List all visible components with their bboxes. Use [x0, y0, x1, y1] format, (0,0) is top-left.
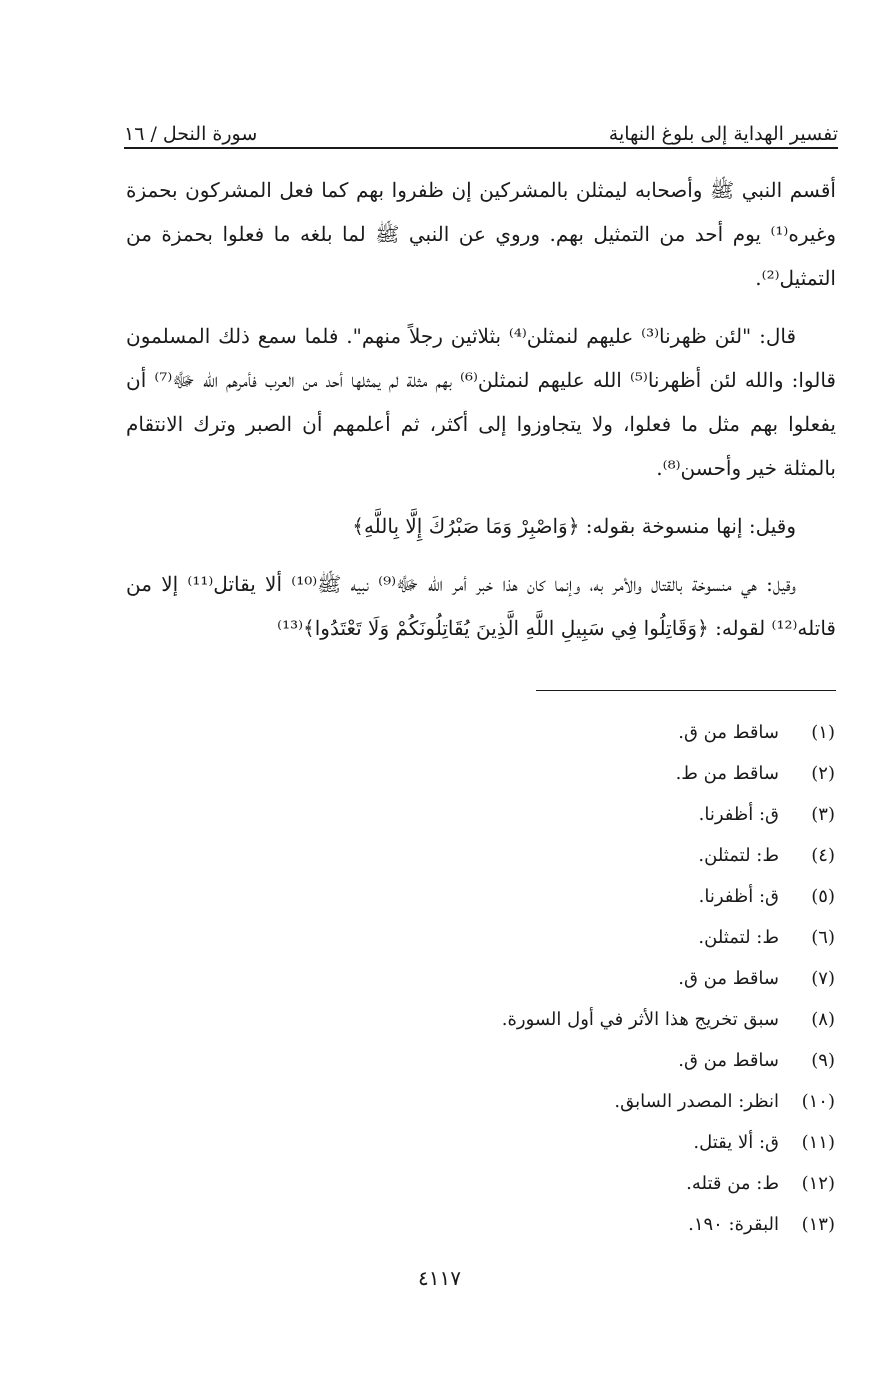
footnote [135, 712, 835, 753]
footnote [135, 876, 835, 917]
footnote-text: سبق تخريج هذا الأثر في أول السورة. [501, 1009, 779, 1030]
footnote-text: ق: أظفرنا. [698, 886, 779, 907]
footnote-number: (٥) [811, 886, 835, 907]
footnote [135, 1163, 835, 1204]
footnote-number: (١٠) [801, 1091, 835, 1112]
footnote-number: (٢) [811, 763, 835, 784]
footnote-number: (١١) [801, 1132, 835, 1153]
footnote-text: ط: لتمثلن. [698, 927, 779, 948]
footnote-number: (٩) [811, 1050, 835, 1071]
paragraph-2: قال: "لئن ظهرنا⁽³⁾ عليهم لنمثلن⁽⁴⁾ بثلاثين رجلاً منهم". فلما سمع ذلك المسلمون قالوا: والله لئن أظهرنا⁽⁵⁾ الله عليهم لنمثلن⁽⁶⁾ بهم مثلة لم يمثلها أحد من العرب فأمرهم الله ﷻ⁽⁷⁾ أن يفعلوا بهم مثل ما فعلوا، ولا يتجاوزوا إلى أكثر، ثم أعلمهم أن الصبر وترك الانتقام بالمثلة خير وأحسن⁽⁸⁾. [126, 324, 836, 480]
footnote-text: ساقط من ق. [678, 722, 779, 743]
footnote-number: (٨) [811, 1009, 835, 1030]
footnote-text: ط: من قتله. [686, 1173, 779, 1194]
footnote-text: ق: أظفرنا. [698, 804, 779, 825]
paragraph-3: وقيل: إنها منسوخة بقوله: ﴿وَاصْبِرْ وَمَا صَبْرُكَ إِلَّا بِاللَّهِ﴾ [352, 514, 796, 538]
footnote-number: (١٣) [801, 1214, 835, 1235]
footnote [135, 1204, 835, 1245]
footnotes-rule [536, 690, 836, 691]
footnote-text: ساقط من ط. [675, 763, 779, 784]
main-text [126, 168, 836, 664]
footnote-text: ساقط من ق. [678, 1050, 779, 1071]
footnote-text: ساقط من ق. [678, 968, 779, 989]
footnote [135, 835, 835, 876]
footnote [135, 1081, 835, 1122]
page-number: ٤١١٧ [418, 1266, 461, 1290]
footnote-number: (١٢) [801, 1173, 835, 1194]
running-header [124, 112, 838, 146]
header-rule [124, 147, 838, 149]
footnote-number: (٧) [811, 968, 835, 989]
footnotes-list [135, 712, 835, 1245]
footnote [135, 794, 835, 835]
footnote-text: البقرة: ١٩٠. [688, 1214, 779, 1235]
footnote-number: (٣) [811, 804, 835, 825]
footnote [135, 917, 835, 958]
footnote-text: انظر: المصدر السابق. [614, 1091, 779, 1112]
footnote [135, 1040, 835, 1081]
footnote-number: (٦) [811, 927, 835, 948]
paragraph-4: وقيل: هي منسوخة بالقتال والأمر به، وإنما كان هذا خبر أمر الله ﷻ⁽⁹⁾ نبيه ﷺ⁽¹⁰⁾ ألا يقاتل⁽¹¹⁾ إلا من قاتله⁽¹²⁾ لقوله: ﴿وَقَاتِلُوا فِي سَبِيلِ اللَّهِ الَّذِينَ يُقَاتِلُونَكُمْ وَلَا تَعْتَدُوا﴾⁽¹³⁾ [126, 572, 836, 640]
footnote-text: ط: لتمثلن. [698, 845, 779, 866]
footnote-number: (٤) [811, 845, 835, 866]
surah-reference: سورة النحل / ١٦ [124, 123, 258, 145]
paragraph-1: أقسم النبي ﷺ وأصحابه ليمثلن بالمشركين إن ظفروا بهم كما فعل المشركون بحمزة وغيره⁽¹⁾ يوم أحد من التمثيل بهم. وروي عن النبي ﷺ لما بلغه ما فعلوا بحمزة من التمثيل⁽²⁾. [126, 178, 836, 290]
footnote-text: ق: ألا يقتل. [693, 1132, 779, 1153]
footnote [135, 753, 835, 794]
footnote-number: (١) [811, 722, 835, 743]
footnote [135, 958, 835, 999]
footnote [135, 1122, 835, 1163]
footnote [135, 999, 835, 1040]
book-title: تفسير الهداية إلى بلوغ النهاية [608, 123, 838, 145]
